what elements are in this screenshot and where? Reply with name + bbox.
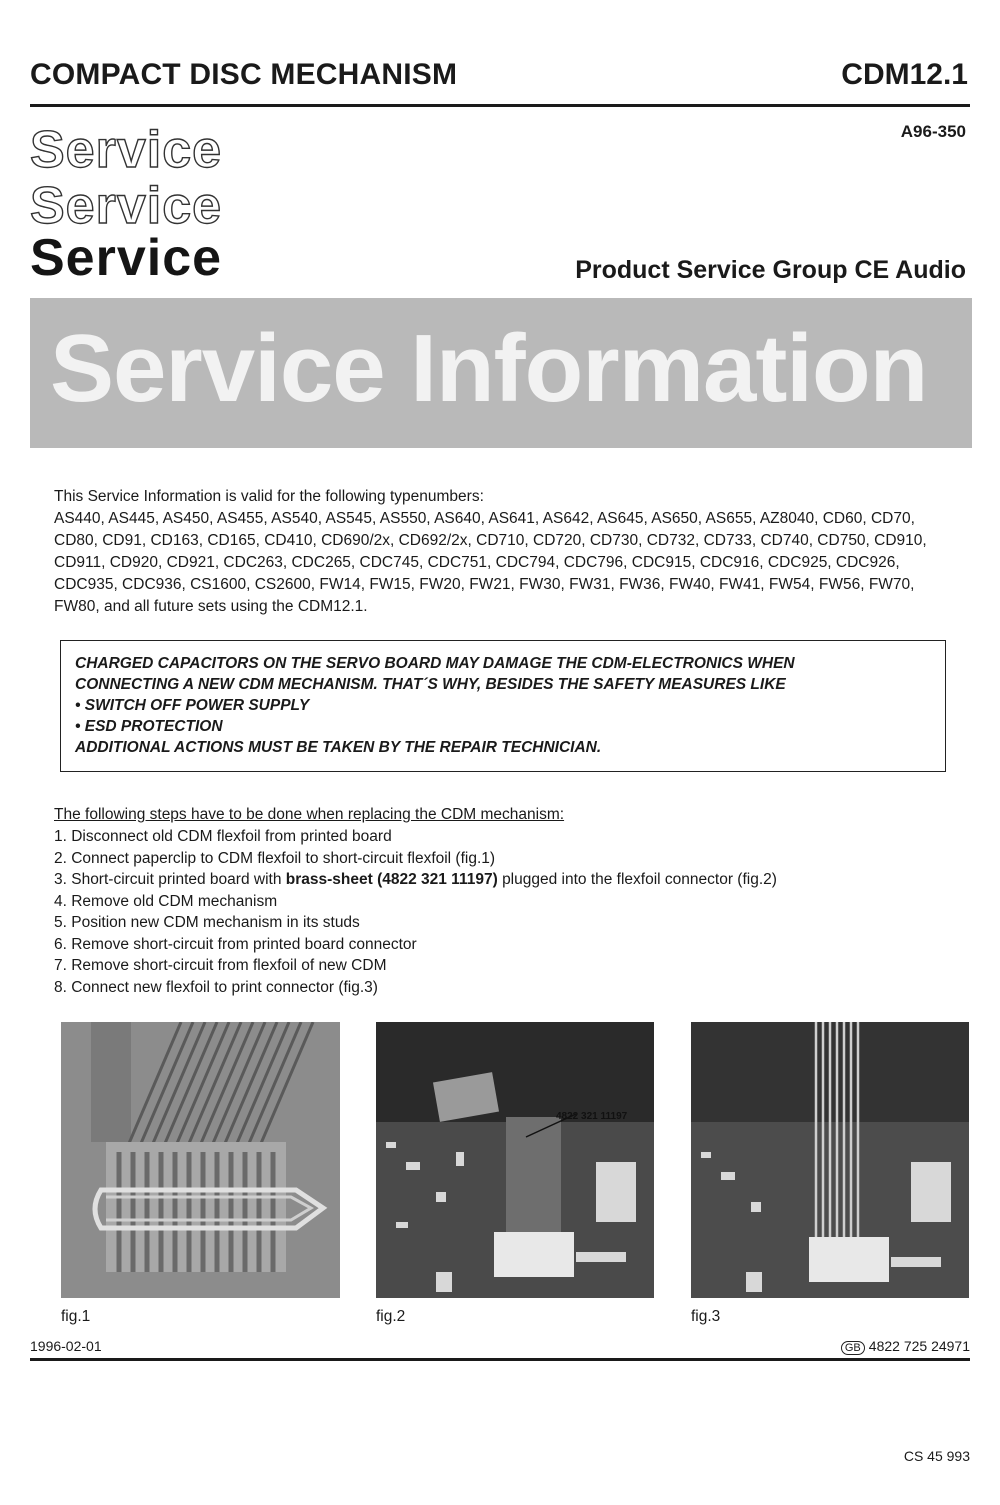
header-rule bbox=[30, 104, 970, 107]
warning-line: CHARGED CAPACITORS ON THE SERVO BOARD MAY DAMAGE THE CDM-ELECTRONICS WHEN bbox=[75, 655, 795, 672]
step-3-tail: plugged into the flexfoil connector (fig.2) bbox=[502, 871, 777, 888]
document-title: COMPACT DISC MECHANISM bbox=[30, 58, 458, 91]
publication-date: 1996-02-01 bbox=[30, 1338, 102, 1354]
warning-line: • SWITCH OFF POWER SUPPLY bbox=[75, 697, 310, 714]
banner-text: Service Information bbox=[50, 315, 928, 422]
warning-box bbox=[60, 640, 946, 772]
step-item: 1. Disconnect old CDM flexfoil from printed board bbox=[54, 828, 392, 845]
fig1-photo bbox=[61, 1022, 340, 1298]
step-3-part: brass-sheet (4822 321 11197) bbox=[285, 871, 498, 888]
warning-line: CONNECTING A NEW CDM MECHANISM. THAT´S WHY, BESIDES THE SAFETY MEASURES LIKE bbox=[75, 676, 786, 693]
document-code: A96-350 bbox=[900, 122, 966, 141]
flexfoil-paperclip-image bbox=[61, 1022, 340, 1298]
cs-number: CS 45 993 bbox=[903, 1448, 970, 1464]
pcb-new-flexfoil-image bbox=[691, 1022, 969, 1298]
fig2-photo bbox=[376, 1022, 654, 1298]
validity-section bbox=[54, 486, 959, 618]
validity-intro: This Service Information is valid for the following typenumbers: bbox=[54, 488, 484, 505]
service-logo-solid: Service bbox=[30, 229, 223, 287]
part-number-text: 4822 725 24971 bbox=[868, 1338, 970, 1354]
region-badge: GB bbox=[841, 1341, 865, 1355]
footer-rule bbox=[30, 1358, 970, 1361]
step-item: 2. Connect paperclip to CDM flexfoil to short-circuit flexfoil (fig.1) bbox=[54, 849, 496, 867]
warning-line: ADDITIONAL ACTIONS MUST BE TAKEN BY THE REPAIR TECHNICIAN. bbox=[75, 739, 602, 756]
step-item bbox=[54, 869, 964, 891]
steps-intro: The following steps have to be done when replacing the CDM mechanism: bbox=[54, 806, 565, 823]
fig2-caption: fig.2 bbox=[376, 1308, 406, 1325]
step-item: 7. Remove short-circuit from flexfoil of new CDM bbox=[54, 957, 387, 974]
step-item: 8. Connect new flexfoil to print connector (fig.3) bbox=[54, 978, 378, 996]
step-item: 4. Remove old CDM mechanism bbox=[54, 892, 278, 910]
model-number: CDM12.1 bbox=[841, 58, 968, 91]
fig1-caption: fig.1 bbox=[61, 1308, 91, 1325]
part-number bbox=[841, 1338, 970, 1355]
steps-list bbox=[54, 826, 964, 998]
step-3-text: 3. Short-circuit printed board with bbox=[54, 871, 282, 888]
fig3-caption: fig.3 bbox=[691, 1308, 721, 1325]
step-item: 5. Position new CDM mechanism in its studs bbox=[54, 914, 360, 931]
typenumbers-list: AS440, AS445, AS450, AS455, AS540, AS545, AS550, AS640, AS641, AS642, AS645, AS650, AS655, AZ8040, CD60, CD70, CD80, CD91, CD163, CD165, CD410, CD690/2x, CD692/2x, CD710, CD720, CD730, CD732, CD733, CD740, CD750, CD910, CD911, CD920, CD921, CDC263, CDC265, CDC745, CDC751, CDC794, CDC796, CDC915, CDC916, CDC925, CDC926, CDC935, CDC936, CS1600, CS2600, FW14, FW15, FW20, FW21, FW30, FW31, FW36, FW40, FW41, FW54, FW56, FW70, FW80, and all future sets using the CDM12.1. bbox=[54, 510, 927, 615]
fig3-photo bbox=[691, 1022, 969, 1298]
step-item: 6. Remove short-circuit from printed board connector bbox=[54, 935, 417, 953]
service-information-banner bbox=[30, 298, 972, 448]
pcb-brass-sheet-image bbox=[376, 1022, 654, 1298]
fig2-part-label: 4822 321 11197 bbox=[556, 1111, 628, 1122]
service-logo-outline-2: Service bbox=[30, 177, 223, 235]
warning-line: • ESD PROTECTION bbox=[75, 718, 223, 735]
service-group: Product Service Group CE Audio bbox=[575, 256, 966, 284]
service-logo-outline-1: Service bbox=[30, 121, 223, 179]
